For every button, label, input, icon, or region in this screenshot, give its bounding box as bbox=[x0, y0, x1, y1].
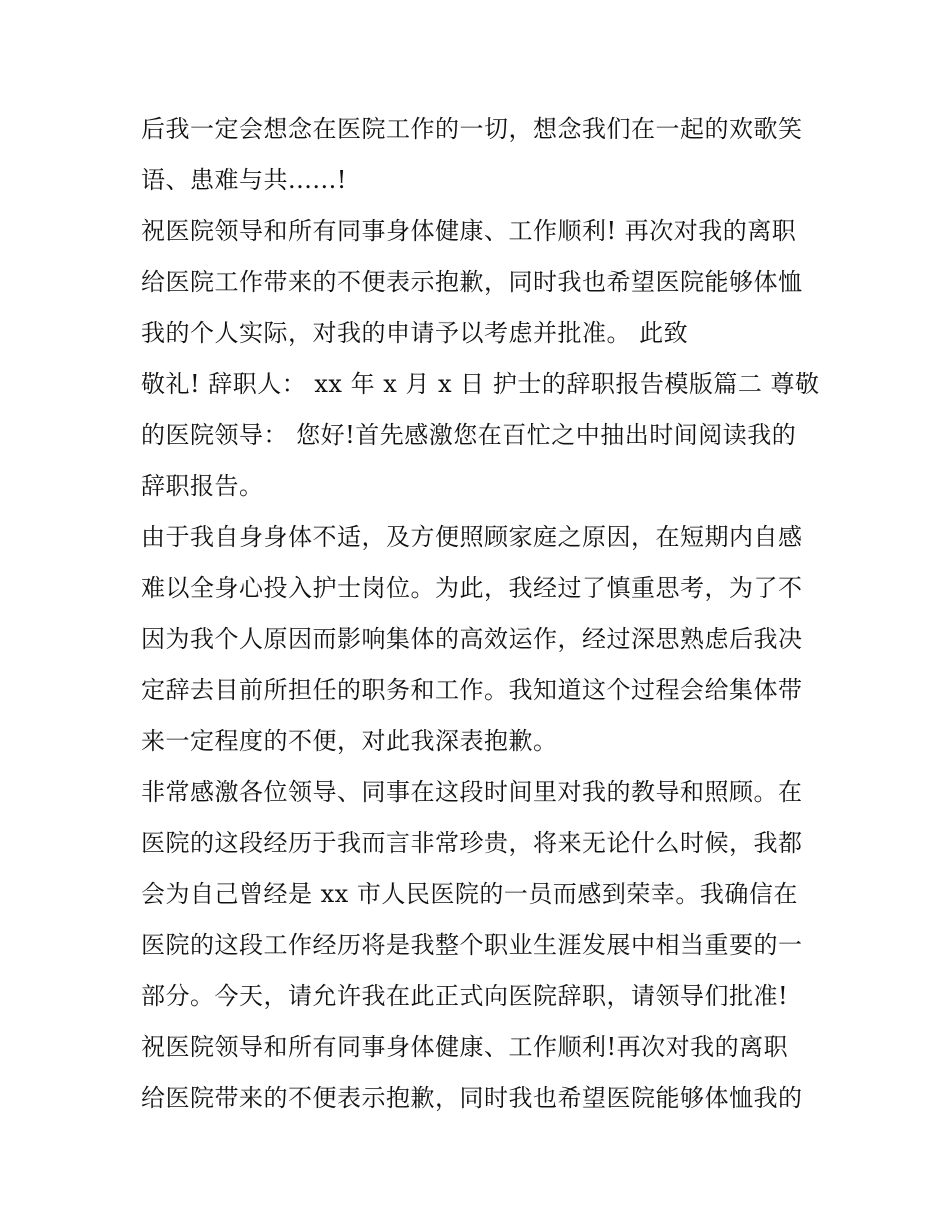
text-line: 后我一定会想念在医院工作的一切，想念我们在一起的欢歌笑 bbox=[141, 115, 803, 143]
text-line: 我的个人实际，对我的申请予以考虑并批准。 此致 bbox=[141, 319, 689, 347]
text-line: 定辞去目前所担任的职务和工作。我知道这个过程会给集体带 bbox=[141, 676, 803, 704]
text-line: 祝医院领导和所有同事身体健康、工作顺利!再次对我的离职 bbox=[141, 1033, 789, 1061]
text-line: 来一定程度的不便，对此我深表抱歉。 bbox=[141, 727, 558, 755]
text-line: 非常感激各位领导、同事在这段时间里对我的教导和照顾。在 bbox=[141, 778, 803, 806]
text-line: 给医院带来的不便表示抱歉，同时我也希望医院能够体恤我的 bbox=[141, 1084, 803, 1112]
text-line: 给医院工作带来的不便表示抱歉，同时我也希望医院能够体恤 bbox=[141, 268, 803, 296]
text-line: 医院的这段经历于我而言非常珍贵，将来无论什么时候，我都 bbox=[141, 829, 803, 857]
text-line: 部分。今天，请允许我在此正式向医院辞职，请领导们批准! bbox=[141, 982, 789, 1010]
document-body bbox=[141, 104, 821, 1124]
text-line: 因为我个人原因而影响集体的高效运作，经过深思熟虑后我决 bbox=[141, 625, 803, 653]
text-line: 语、患难与共......! bbox=[141, 166, 347, 194]
text-line: 由于我自身身体不适，及方便照顾家庭之原因，在短期内自感 bbox=[141, 523, 803, 551]
text-line: 的医院领导： 您好!首先感激您在百忙之中抽出时间阅读我的 bbox=[141, 421, 797, 449]
text-line: 祝医院领导和所有同事身体健康、工作顺利! 再次对我的离职 bbox=[141, 217, 797, 245]
text-line: 敬礼! 辞职人： xx 年 x 月 x 日 护士的辞职报告模版篇二 尊敬 bbox=[141, 370, 820, 398]
text-line: 医院的这段工作经历将是我整个职业生涯发展中相当重要的一 bbox=[141, 931, 803, 959]
text-line: 会为自己曾经是 xx 市人民医院的一员而感到荣幸。我确信在 bbox=[141, 880, 798, 908]
text-line: 辞职报告。 bbox=[141, 472, 264, 500]
text-line: 难以全身心投入护士岗位。为此，我经过了慎重思考，为了不 bbox=[141, 574, 803, 602]
